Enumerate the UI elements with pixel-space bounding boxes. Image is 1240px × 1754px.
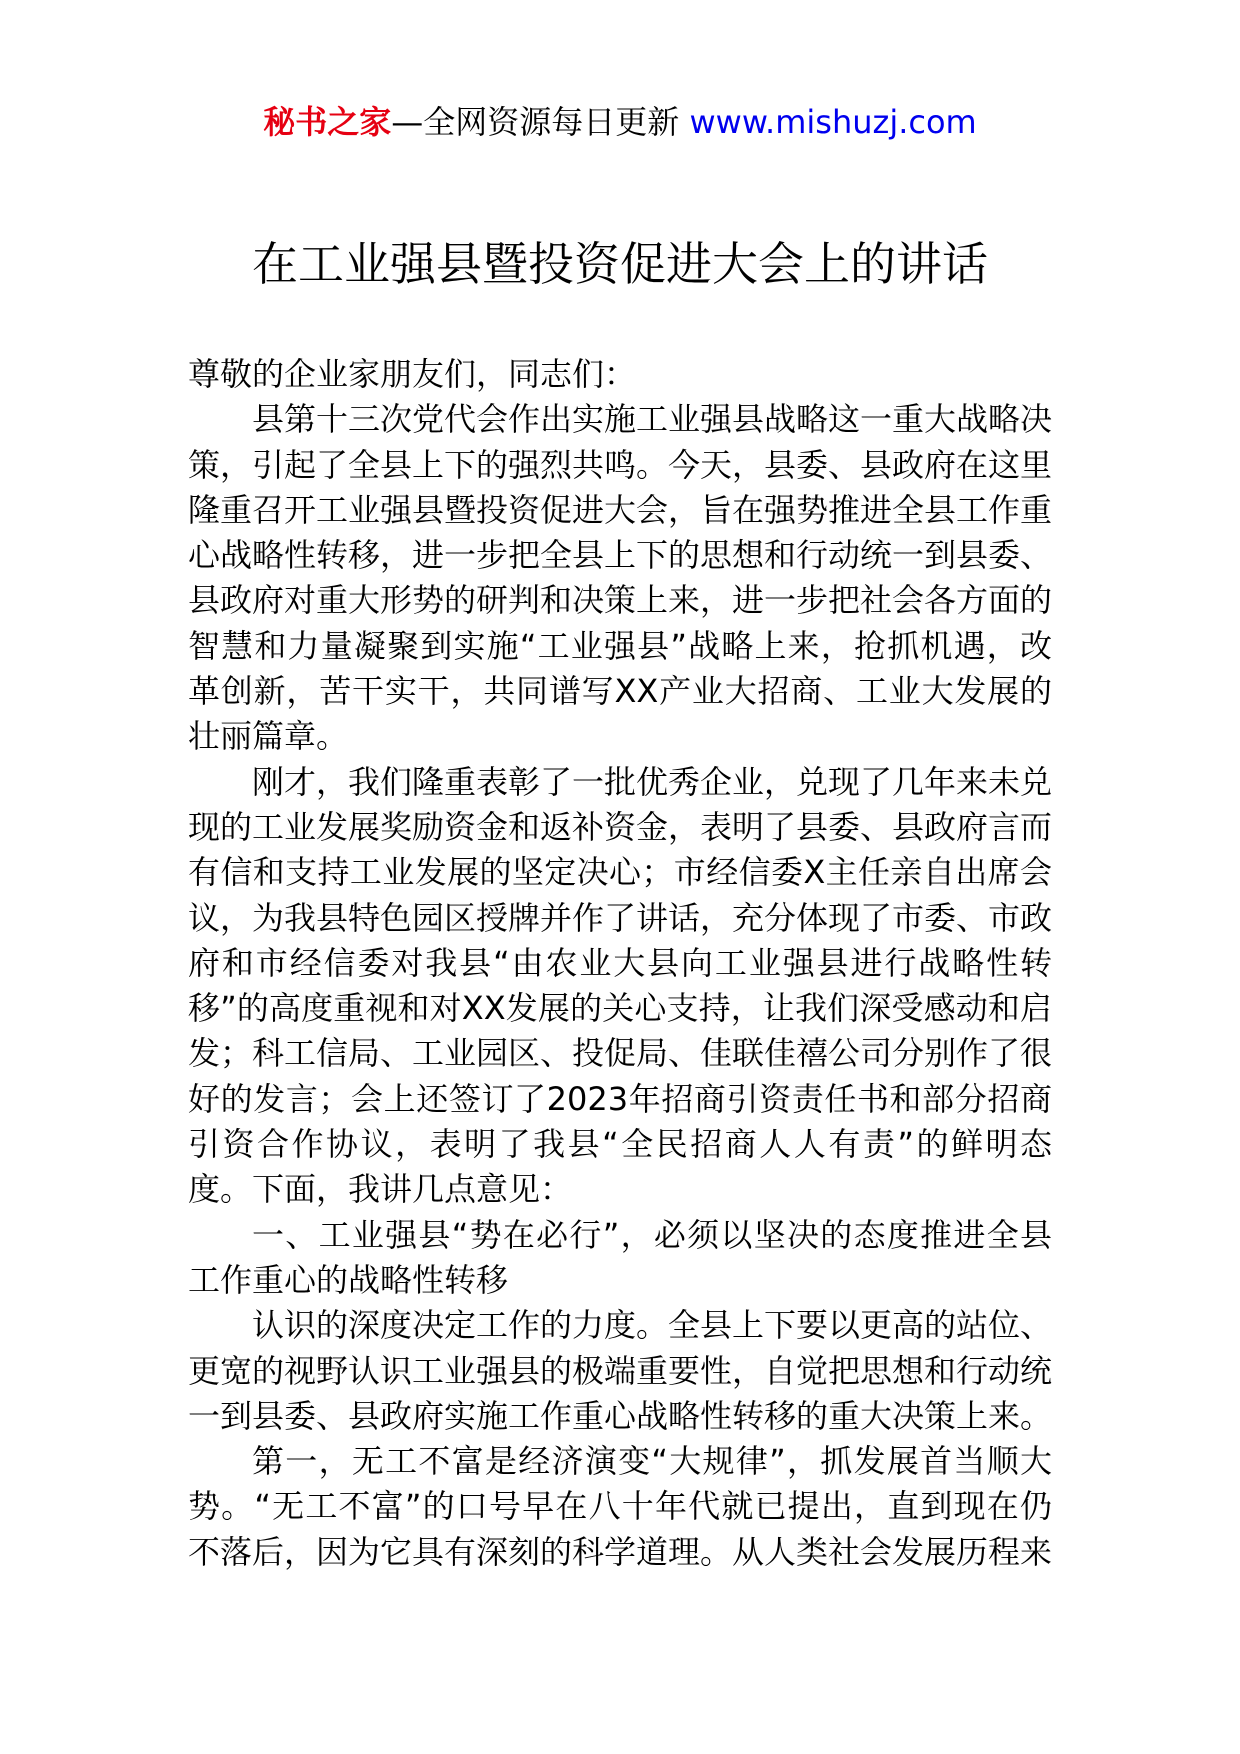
site-url-link[interactable]: www.mishuzj.com bbox=[689, 103, 977, 141]
section-heading: 一、工业强县“势在必行”，必须以坚决的态度推进全县工作重心的战略性转移 bbox=[188, 1215, 1052, 1299]
document-title: 在工业强县暨投资促进大会上的讲话 bbox=[252, 237, 988, 291]
document-body bbox=[188, 352, 1052, 1575]
site-tagline: —全网资源每日更新 bbox=[391, 103, 680, 141]
site-brand: 秘书之家 bbox=[263, 103, 392, 141]
paragraph: 认识的深度决定工作的力度。全县上下要以更高的站位、更宽的视野认识工业强县的极端重要性，自觉把思想和行动统一到县委、县政府实施工作重心战略性转移的重大决策上来。 bbox=[188, 1306, 1053, 1435]
salutation: 尊敬的企业家朋友们，同志们： bbox=[188, 355, 637, 393]
paragraph: 刚才，我们隆重表彰了一批优秀企业，兑现了几年来未兑现的工业发展奖励资金和返补资金，表明了县委、县政府言而有信和支持工业发展的坚定决心；市经信委X主任亲自出席会议，为我县特色园区授牌并作了讲话，充分体现了市委、市政府和市经信委对我县“由农业大县向工业强县进行战略性转移”的高度重视和对XX发展的关心支持，让我们深受感动和启发；科工信局、工业园区、投促局、佳联佳禧公司分别作了很好的发言；会上还签订了2023年招商引资责任书和部分招商引资合作协议，表明了我县“全民招商人人有责”的鲜明态度。下面，我讲几点意见： bbox=[188, 762, 1053, 1209]
paragraph: 第一，无工不富是经济演变“大规律”，抓发展首当顺大势。“无工不富”的口号早在八十年代就已提出，直到现在仍不落后，因为它具有深刻的科学道理。从人类社会发展历程来 bbox=[188, 1442, 1053, 1571]
site-header bbox=[0, 98, 1240, 146]
paragraph: 县第十三次党代会作出实施工业强县战略这一重大战略决策，引起了全县上下的强烈共鸣。今天，县委、县政府在这里隆重召开工业强县暨投资促进大会，旨在强势推进全县工作重心战略性转移，进一步把全县上下的思想和行动统一到县委、县政府对重大形势的研判和决策上来，进一步把社会各方面的智慧和力量凝聚到实施“工业强县”战略上来，抢抓机遇，改革创新，苦干实干，共同谱写XX产业大招商、工业大发展的壮丽篇章。 bbox=[188, 400, 1053, 756]
